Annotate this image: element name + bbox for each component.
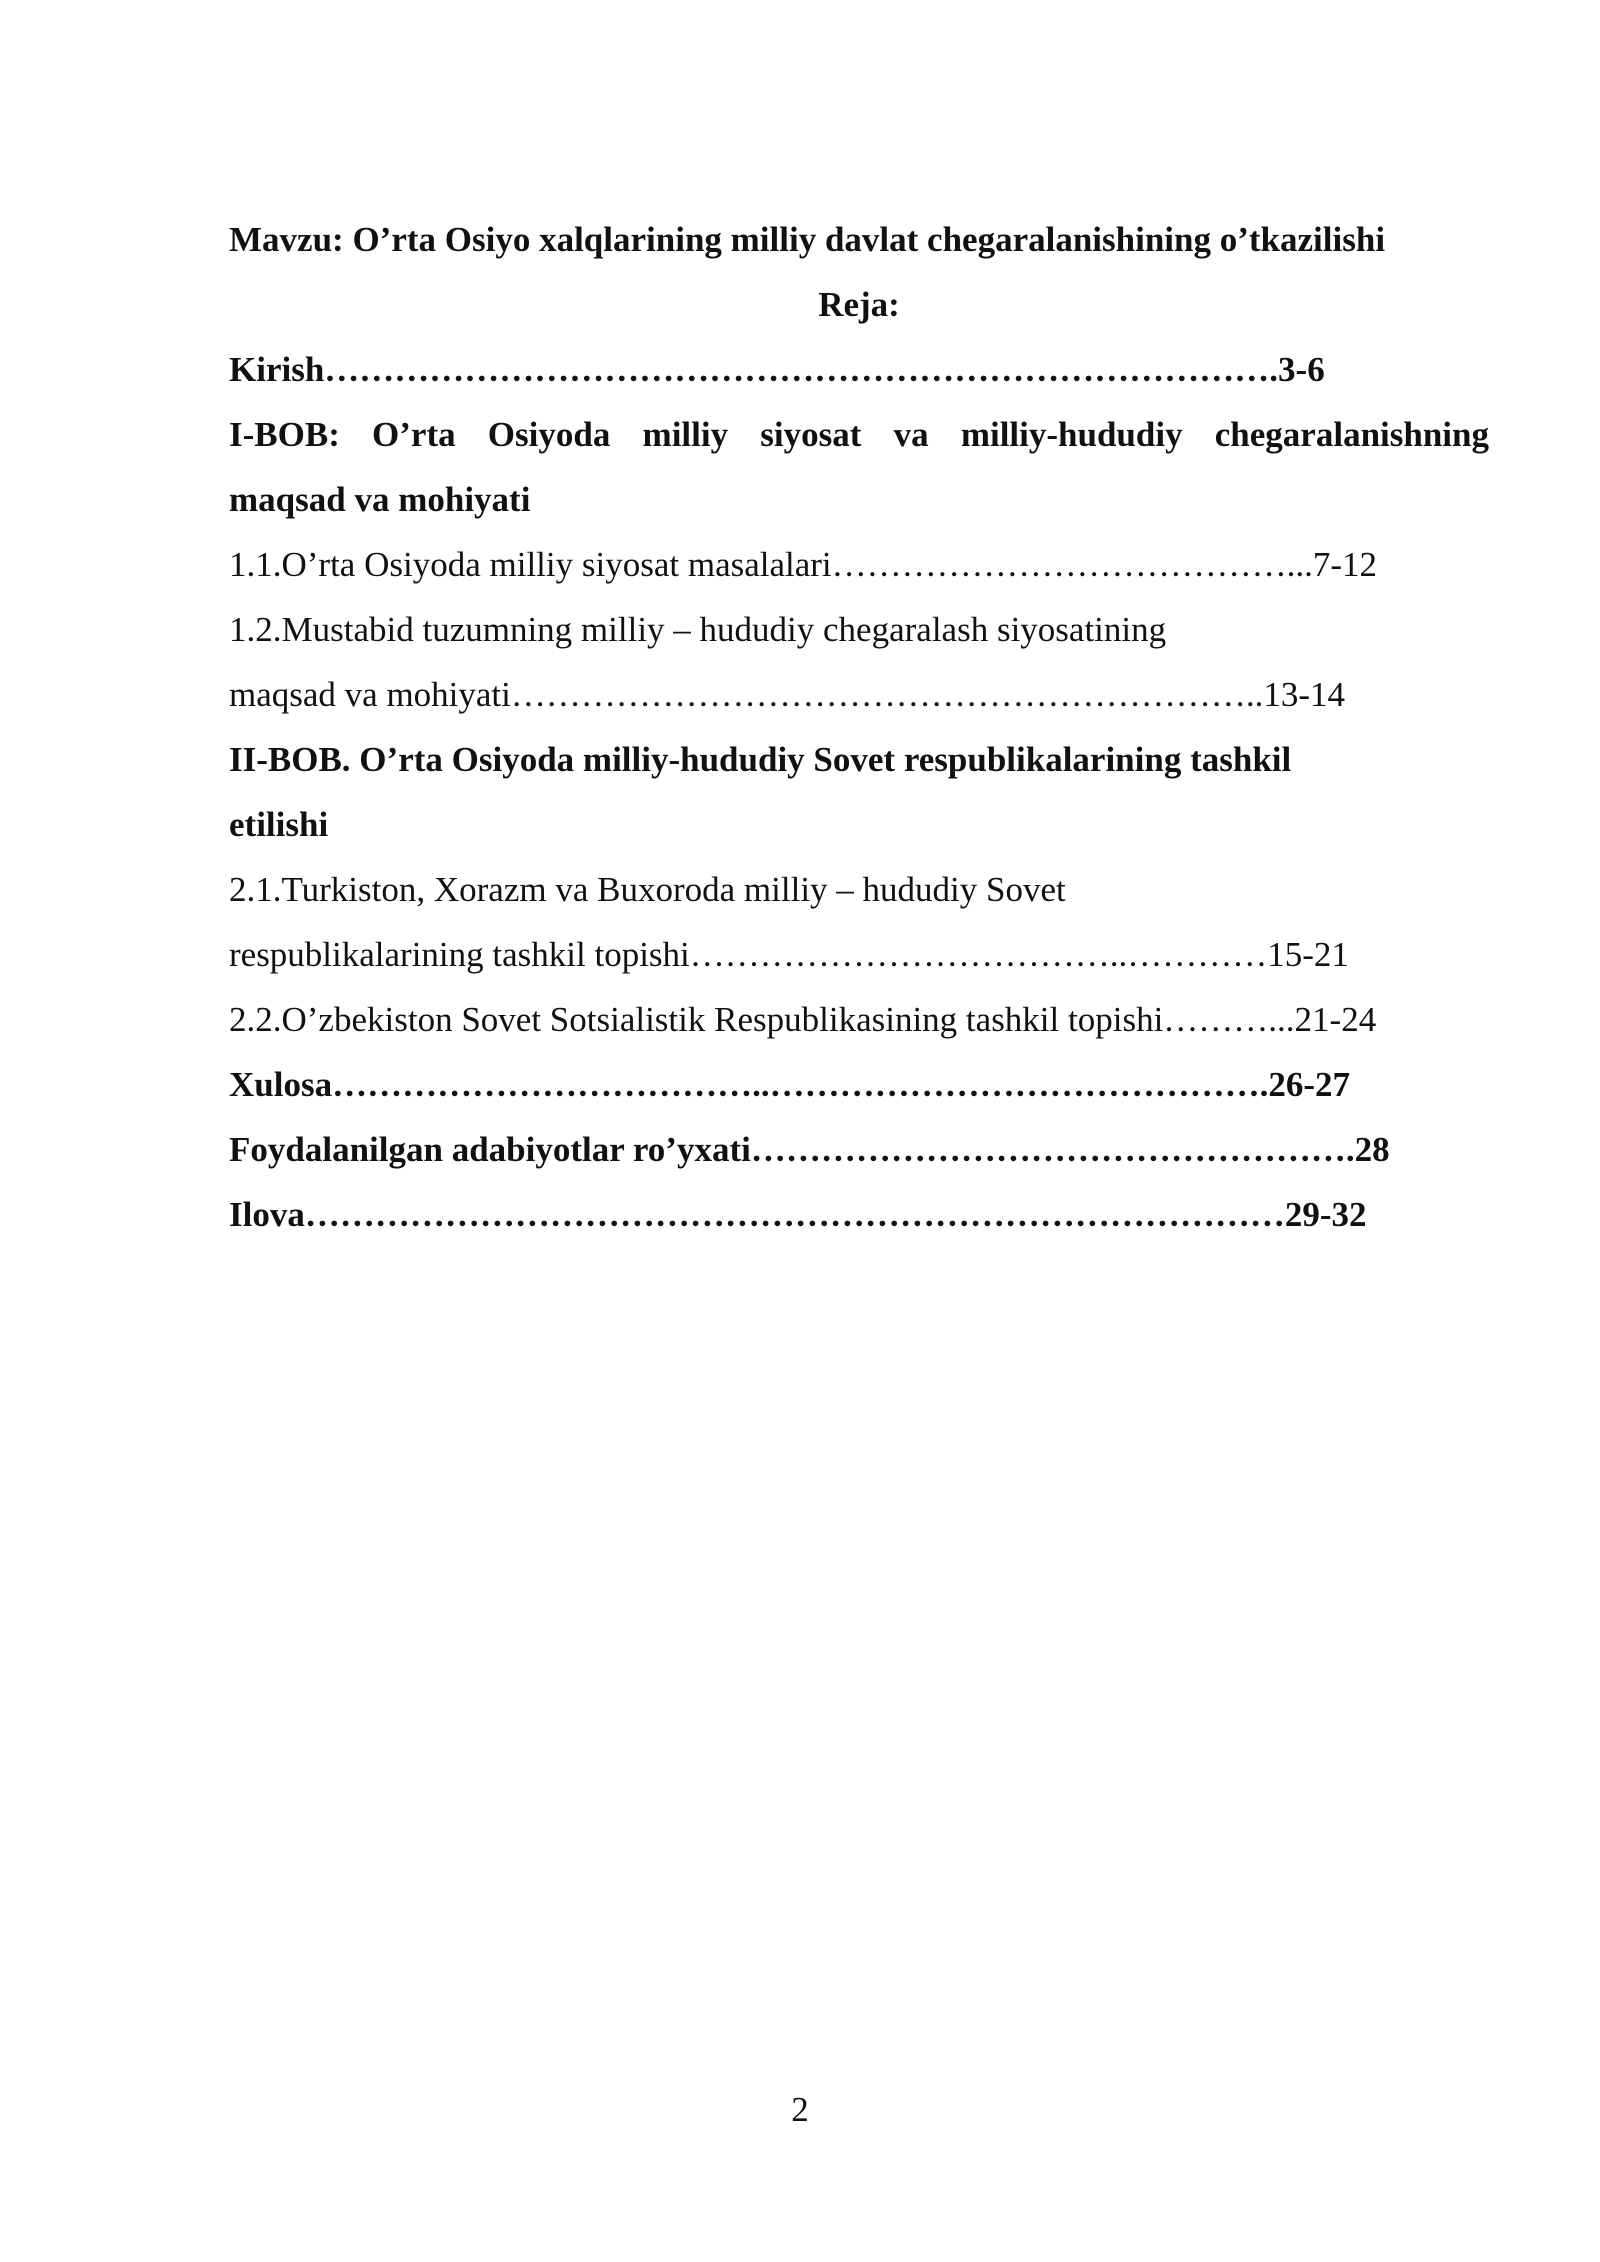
toc-section-2-1-line-2: respublikalarining tashkil topishi………………………………..…………15-21: [229, 935, 1349, 974]
toc-section-2-1-line-1: 2.1.Turkiston, Xorazm va Buxoroda milliy – hududiy Sovet: [229, 870, 1066, 909]
toc-section-1-2-line-1: 1.2.Mustabid tuzumning milliy – hududiy chegaralash siyosatining: [229, 610, 1167, 649]
toc-entry-xulosa: Xulosa………………………………..…………………………………….26-27: [229, 1065, 1350, 1104]
toc-chapter-2-line-1: II-BOB. O’rta Osiyoda milliy-hududiy Sovet respublikalarining tashkil: [229, 740, 1292, 779]
toc-entry-references: Foydalanilgan adabiyotlar ro’yxati…………………………………………….28: [229, 1130, 1390, 1169]
toc-chapter-1-line-1: I-BOB: O’rta Osiyoda milliy siyosat va milliy-hududiy chegaralanishning: [229, 415, 1489, 454]
toc-chapter-1-line-2: maqsad va mohiyati: [229, 480, 531, 519]
page-number: 2: [791, 2090, 809, 2129]
toc-entry-kirish: Kirish……………………………………………………………………….3-6: [229, 350, 1325, 389]
document-content: [229, 207, 1489, 1247]
toc-entry-ilova: Ilova…………………………………………………………………………29-32: [229, 1195, 1367, 1234]
toc-section-1-1: 1.1.O’rta Osiyoda milliy siyosat masalalari…………………………………...7-12: [229, 545, 1378, 584]
plan-heading: Reja:: [818, 285, 900, 324]
toc-chapter-2-line-2: etilishi: [229, 805, 329, 844]
toc-section-1-2-line-2: maqsad va mohiyati………………………………………………………..13-14: [229, 675, 1346, 714]
toc-section-2-2: 2.2.O’zbekiston Sovet Sotsialistik Respublikasining tashkil topishi………...21-24: [229, 1000, 1377, 1039]
document-title: Mavzu: O’rta Osiyo xalqlarining milliy davlat chegaralanishining o’tkazilishi: [229, 220, 1386, 259]
